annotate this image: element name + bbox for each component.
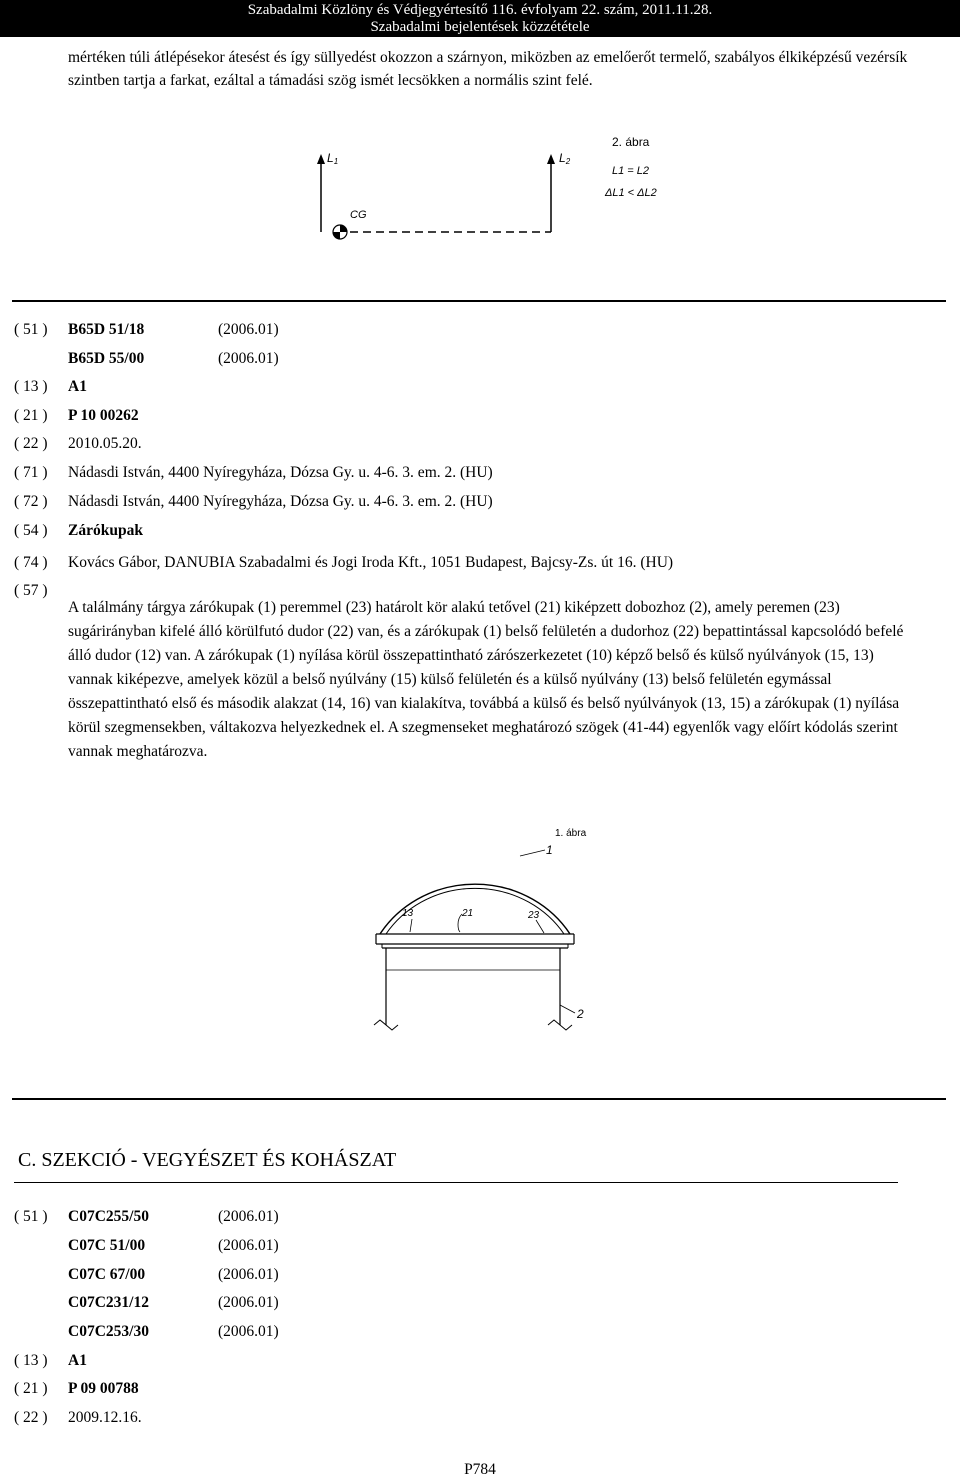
page-number: P784 <box>464 1461 496 1478</box>
label-l2: L2 <box>559 151 571 166</box>
label-1: 1 <box>546 843 553 857</box>
section-heading: C. SZEKCIÓ - VEGYÉSZET ÉS KOHÁSZAT <box>18 1149 397 1171</box>
field-51-cont <box>14 1293 279 1313</box>
field-71: ( 71 ) Nádasdi István, 4400 Nyíregyháza, Dózsa Gy. u. 4-6. 3. em. 2. (HU) <box>14 464 493 481</box>
field-51: ( 51 ) C07C255/50 (2006.01) <box>14 1208 279 1225</box>
equation-2: ΔL1 < ΔL2 <box>605 187 657 199</box>
field-51-cont <box>14 1322 279 1342</box>
field-21: ( 21 ) P 10 00262 <box>14 407 139 424</box>
figure-1-drawing <box>360 820 610 1035</box>
label-2: 2 <box>577 1007 584 1021</box>
class-edition: (2006.01) <box>218 1323 279 1340</box>
field-51: ( 51 ) B65D 51/18 (2006.01) <box>14 321 279 338</box>
label-l1: L1 <box>327 151 339 166</box>
class-code: C07C253/30 <box>68 1323 149 1340</box>
field-21: ( 21 ) P 09 00788 <box>14 1380 139 1397</box>
field-51-cont <box>14 1265 279 1285</box>
label-21: 21 <box>462 908 474 919</box>
figure-2-caption: 2. ábra <box>612 135 650 149</box>
figure-1-caption: 1. ábra <box>555 828 587 839</box>
class-edition: (2006.01) <box>218 1266 279 1283</box>
class-edition: (2006.01) <box>218 1237 279 1254</box>
field-13: ( 13 ) A1 <box>14 378 87 395</box>
field-51-cont <box>14 1236 279 1256</box>
field-51-cont <box>14 349 279 369</box>
label-cg: CG <box>350 209 367 221</box>
divider-rule <box>12 300 946 302</box>
field-13: ( 13 ) A1 <box>14 1352 87 1369</box>
field-72: ( 72 ) Nádasdi István, 4400 Nyíregyháza, Dózsa Gy. u. 4-6. 3. em. 2. (HU) <box>14 493 493 510</box>
class-edition: (2006.01) <box>218 350 279 367</box>
field-54-title: ( 54 ) Zárókupak <box>14 522 143 539</box>
figure-2-diagram <box>300 128 700 248</box>
class-code: C07C255/50 <box>68 1208 149 1225</box>
class-edition: (2006.01) <box>218 1294 279 1311</box>
class-code: B65D 51/18 <box>68 321 145 338</box>
label-13: 13 <box>402 908 414 919</box>
class-edition: (2006.01) <box>218 321 279 338</box>
class-code: C07C231/12 <box>68 1294 149 1311</box>
field-22: ( 22 ) 2010.05.20. <box>14 435 142 452</box>
field-57: ( 57 ) <box>14 582 48 599</box>
field-74: ( 74 ) Kovács Gábor, DANUBIA Szabadalmi és Jogi Iroda Kft., 1051 Budapest, Bajcsy-Zs. út 16. (HU) <box>14 554 674 571</box>
section-subtitle: Szabadalmi bejelentések közzététele <box>370 19 590 35</box>
label-23: 23 <box>528 910 540 921</box>
section-underline <box>14 1182 898 1183</box>
page-header <box>0 0 960 37</box>
class-edition: (2006.01) <box>218 1208 279 1225</box>
abstract-text: A találmány tárgya zárókupak (1) peremmel (23) határolt kör alakú tetővel (21) kiképzett dobozhoz (2), amely peremen (23) sugárirányban kifelé álló körülfutó dudor (22) van, és a zárókupak (1) belső felületén a dudorhoz (22) bepattintással kapcsolódó befelé álló dudor (12) van. A zárókupak (1) nyílása körül összepattintható zárószerkezetet (10) képző belső és külső nyúlványok (15, 13) vannak kiképezve, amelyek közül a belső nyúlvány (15) külső felületén és a külső nyúlvány (13) belső felületén egymással összepattintható első és második alakzat (14, 16) van kialakítva, továbbá a külső és belső nyúlványok (13, 15) a zárókupak (1) nyílása körül szegmensekben, váltakozva helyezkednek el. A szegmenseket meghatározó szögek (41-44) egyenlők vagy előírt kódolás szerint vannak meghatározva. <box>68 599 904 760</box>
class-code: C07C 51/00 <box>68 1237 146 1254</box>
divider-rule <box>12 1098 946 1100</box>
field-22: ( 22 ) 2009.12.16. <box>14 1409 142 1426</box>
class-code: C07C 67/00 <box>68 1266 146 1283</box>
class-code: B65D 55/00 <box>68 350 145 367</box>
intro-paragraph: mértéken túli átlépésekor átesést és így süllyedést okozzon a szárnyon, miközben az emelőerőt termelő, szabályos élkiképzésű vezérsík szintben tartja a farkat, ezáltal a támadási szög ismét lecsökken a normális szint felé. <box>68 49 908 89</box>
equation-1: L1 = L2 <box>612 165 650 177</box>
journal-title: Szabadalmi Közlöny és Védjegyértesítő 116. évfolyam 22. szám, 2011.11.28. <box>247 2 713 18</box>
